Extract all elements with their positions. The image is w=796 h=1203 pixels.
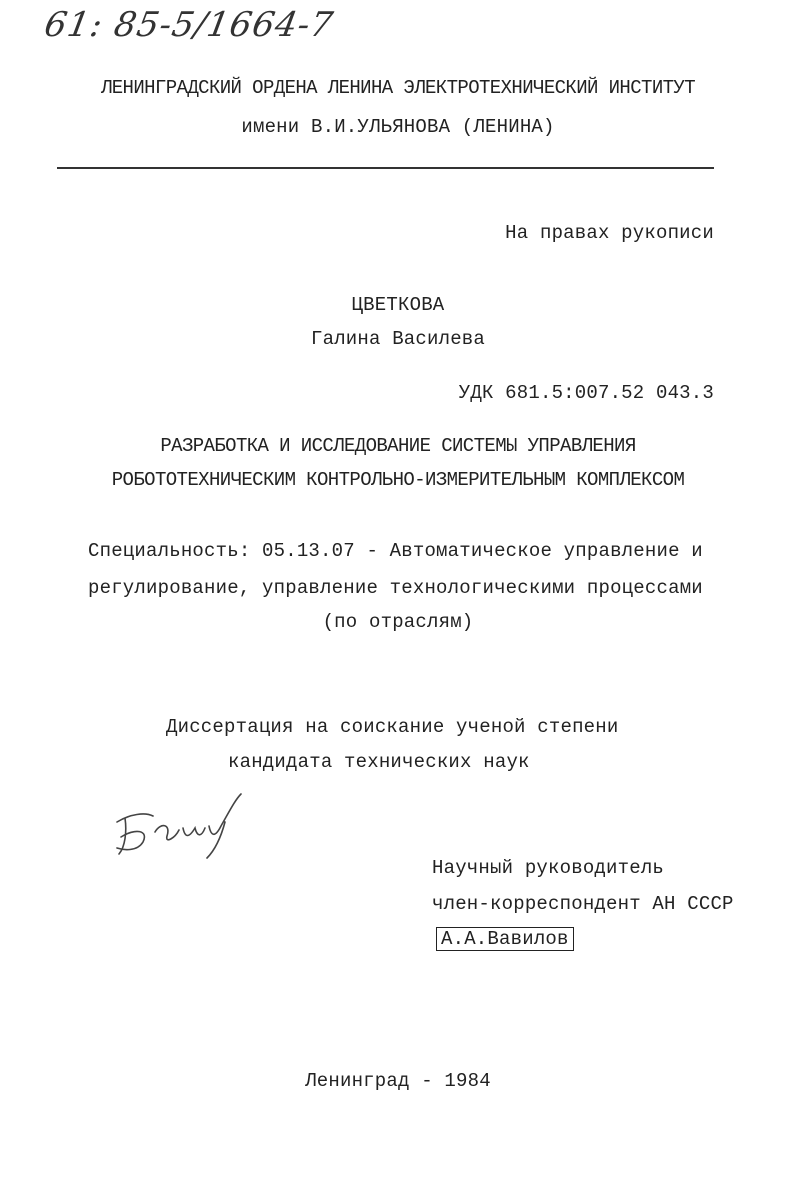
- title-line-1: РАЗРАБОТКА И ИССЛЕДОВАНИЕ СИСТЕМЫ УПРАВЛЕНИЯ: [160, 435, 636, 457]
- institute-line-2: имени В.И.УЛЬЯНОВА (ЛЕНИНА): [241, 116, 555, 138]
- dissertation-line-2: кандидата технических наук: [228, 751, 530, 773]
- udc-code: УДК 681.5:007.52 043.3: [458, 382, 714, 404]
- dissertation-line-1: Диссертация на соискание ученой степени: [166, 716, 619, 738]
- advisor-name-box: [436, 928, 574, 950]
- author-name: Галина Василева: [310, 328, 486, 350]
- advisor-name: А.А.Вавилов: [436, 927, 574, 951]
- advisor-label: Научный руководитель: [432, 857, 665, 879]
- handwritten-signature: [105, 792, 250, 862]
- title-line-2: РОБОТОТЕХНИЧЕСКИМ КОНТРОЛЬНО-ИЗМЕРИТЕЛЬНЫМ КОМПЛЕКСОМ: [111, 469, 685, 491]
- author-surname: ЦВЕТКОВА: [351, 294, 445, 316]
- archive-code: 61: 85-5/1664-7: [41, 5, 337, 45]
- header-divider: [57, 167, 714, 169]
- specialty-line-2: регулирование, управление технологическими процессами: [88, 577, 703, 599]
- manuscript-rights: На правах рукописи: [505, 222, 714, 244]
- specialty-line-1: Специальность: 05.13.07 - Автоматическое управление и: [88, 540, 703, 562]
- advisor-title: член-корреспондент АН СССР: [432, 893, 734, 915]
- institute-line-1: ЛЕНИНГРАДСКИЙ ОРДЕНА ЛЕНИНА ЭЛЕКТРОТЕХНИЧЕСКИЙ ИНСТИТУТ: [100, 77, 696, 99]
- specialty-line-3: (по отраслям): [322, 611, 474, 633]
- place-year: Ленинград - 1984: [305, 1070, 491, 1092]
